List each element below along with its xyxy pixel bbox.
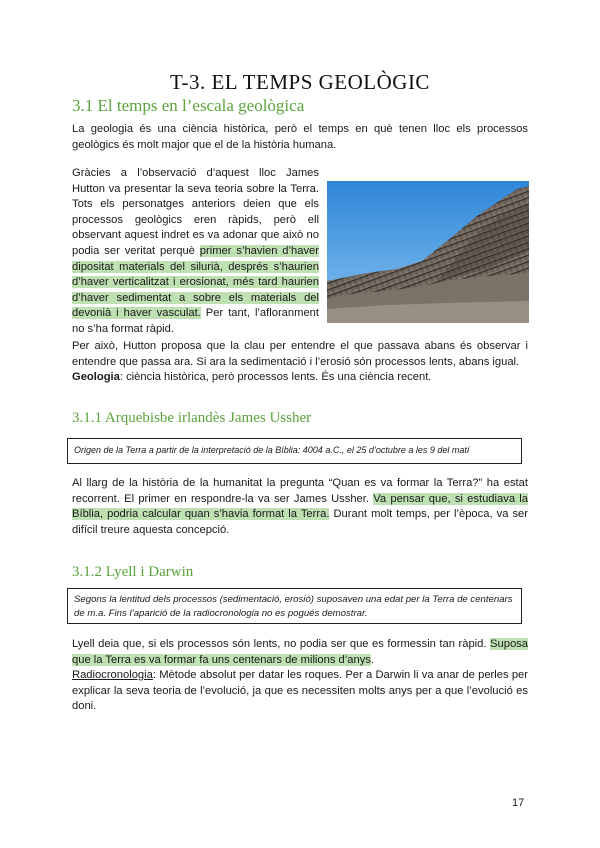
- ussher-text: Al llarg de la història de la humanitat la pregunta “Quan es va formar la Terra?” ha estat recorrent. El primer en respondre-la va ser James Ussher.: [72, 477, 528, 505]
- ussher-highlight: Va pensar que, si estudiava la Bíblia, podria calcular quan s’havia format la Terra.: [72, 492, 529, 521]
- lyell-text-end: .: [370, 653, 375, 666]
- intro-paragraph: La geologia és una ciència històrica, però el temps en què tenen lloc els processos geològics és molt major que el de la història humana.: [72, 123, 528, 151]
- section-heading-temps: 3.1 El temps en l’escala geològica: [72, 96, 305, 115]
- lyell-paragraph: [72, 637, 528, 668]
- ussher-paragraph: [72, 476, 528, 538]
- geologia-term: Geologia: [72, 371, 120, 383]
- geologia-def-text: : ciència històrica, però processos lents. És una ciència recent.: [119, 371, 432, 383]
- page-number: 17: [512, 797, 525, 809]
- hutton-highlight: primer s’havien d’haver dipositat materials del silurià, després s’haurien d’haver verticalitzat i erosionat, més tard haurien d’haver sedimentat a sobre els materials del devonià i haver vasculat.: [72, 244, 319, 320]
- geologia-definition: [72, 370, 528, 386]
- section-heading-ussher: 3.1.1 Arquebisbe irlandès James Ussher: [72, 410, 312, 426]
- section-heading-lyell-darwin: 3.1.2 Lyell i Darwin: [72, 564, 194, 580]
- lyell-callout-box: Segons la lentitud dels processos (sedimentació, erosió) suposaven una edat per la Terra de centenars de m.a. Fins l’aparició de la radiocronologia no es pogués demostrar.: [67, 588, 522, 624]
- hutton-paragraph: [72, 166, 319, 338]
- hutton-text: Gràcies a l’observació d’aquest lloc James Hutton va presentar la seva teoria sobre la Terra. Tots els personatges anteriors deien que els processos geològics eren ràpids, però ell observant aquest indret es va adonar que això no podia ser veritat perquè: [72, 167, 319, 257]
- radiocronologia-term: Radiocronologia: [72, 669, 153, 681]
- hutton-method-paragraph: Per això, Hutton proposa que la clau per entendre el que passava abans és observar i entendre que passa ara. Si ara la sedimentació i l’erosió són processos lents, abans igual.: [72, 340, 528, 368]
- ussher-callout-box: Origen de la Terra a partir de la interpretació de la Bíblia: 4004 a.C., el 25 d’octubre a les 9 del matí: [67, 438, 522, 464]
- radiocronologia-definition: [72, 668, 528, 715]
- rock-outcrop-photo: [327, 181, 529, 323]
- page-title: T-3. EL TEMPS GEOLÒGIC: [170, 70, 430, 94]
- ussher-text-end: Durant molt temps, per l’època, va ser difícil treure aquesta concepció.: [72, 508, 528, 536]
- lyell-highlight: Suposa que la Terra es va formar fa uns centenars de milions d’anys: [72, 638, 528, 666]
- outcrop-image: [327, 181, 529, 323]
- hutton-text-end: Per tant, l’afloranment no s’ha format ràpid.: [72, 307, 319, 335]
- lyell-text: Lyell deia que, si els processos són lents, no podia ser que es formessin tan ràpid.: [72, 638, 491, 650]
- radiocronologia-def-text: : Mètode absolut per datar les roques. Per a Darwin li va anar de perles per explicar la seva teoria de l’evolució, ja que es necessiten molts anys per a que l’evolució es doni.: [72, 669, 528, 713]
